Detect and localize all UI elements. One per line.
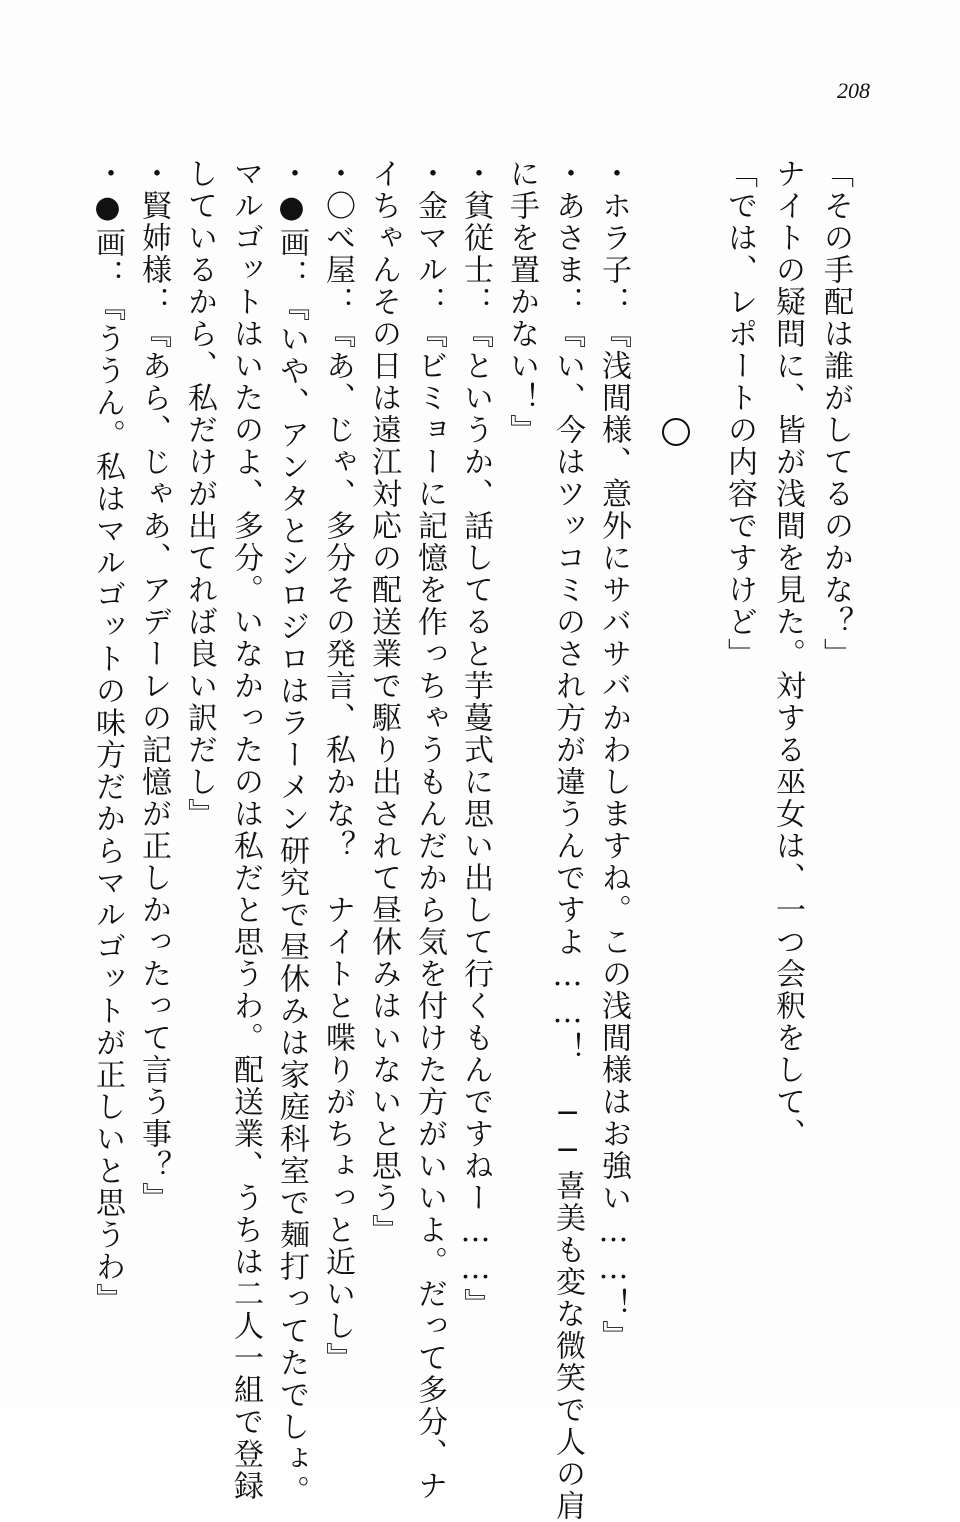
chat-line-ga-2: ・●画：『ううん。私はマルゴットの味方だからマルゴットが正しいと思うわ』 <box>90 158 125 1315</box>
chat-line-kenanesama: ・賢姉様：『あら、じゃあ、アデーレの記憶が正しかったって言う事？』 <box>136 158 171 1214</box>
chat-line-ga-cont-2: しているから、私だけが出てれば良い訳だし』 <box>182 158 217 830</box>
chat-line-kinmaru: ・金マル：『ビミョーに記憶を作っちゃうもんだから気を付けた方がいいよ。だって多分、ナ <box>412 158 447 1502</box>
chat-line-asama-cont: に手を置かない！』 <box>504 158 539 446</box>
chat-line-kinmaru-cont: イちゃんその日は遠江対応の配送業で駆り出されて昼休みはいないと思う』 <box>366 158 401 1246</box>
chat-line-horako: ・ホラ子：『浅間様、意外にサバサバかわしますね。この浅間様はお強い……！』 <box>596 158 631 1352</box>
text-line-2: ナイトの疑問に、皆が浅間を見た。対する巫女は、一つ会釈をして、 <box>770 158 805 1150</box>
page-number: 208 <box>837 78 870 103</box>
chat-line-ga-cont-1: マルゴットはいたのよ、多分。いなかったのは私だと思うわ。配送業、うちは二人一組で登録 <box>228 158 263 1502</box>
text-line-1: 「その手配は誰がしてるのかな？」 <box>818 158 853 670</box>
text-line-3: 「では、レポートの内容ですけど」 <box>722 158 757 670</box>
scene-break-circle <box>662 418 690 446</box>
chat-line-ga: ・●画：『いや、アンタとシロジロはラーメン研究で昼休みは家庭科室で麺打ってたでしょ。 <box>274 158 309 1507</box>
chat-line-asama: ・あさま：『い、今はツッコミのされ方が違うんですよ……！ ──喜美も変な微笑で人の肩 <box>550 158 585 1522</box>
chat-line-hinjuushi: ・貧従士：『というか、話してると芋蔓式に思い出して行くもんですねー……』 <box>458 158 493 1320</box>
chat-line-beya: ・〇べ屋：『あ、じゃ、多分その発言、私かな？ ナイトと喋りがちょっと近いし』 <box>320 158 355 1374</box>
